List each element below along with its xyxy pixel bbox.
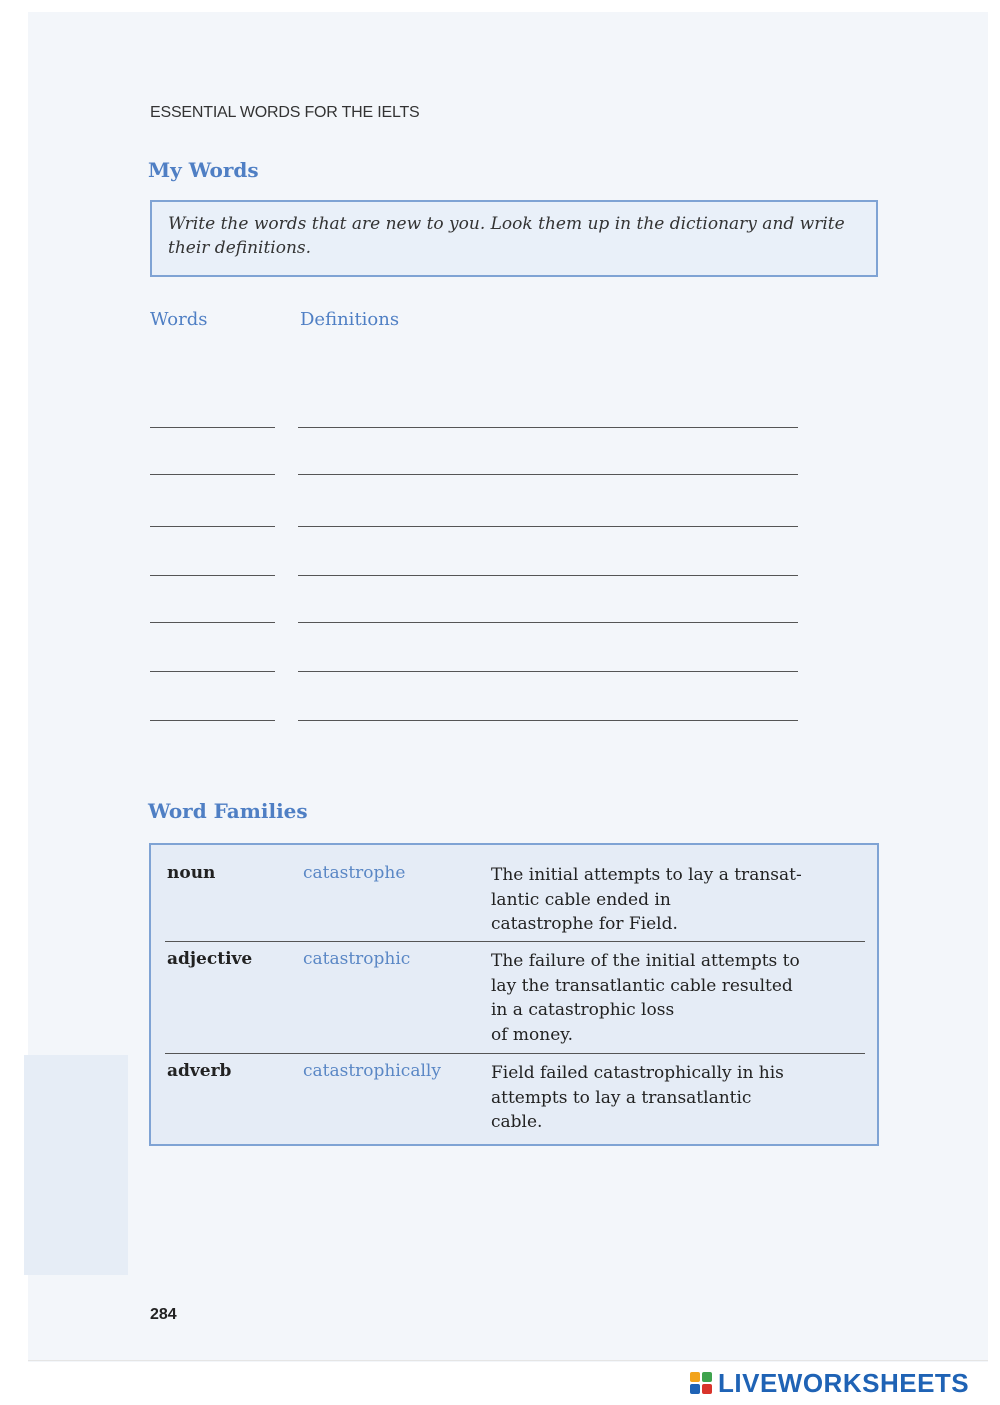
word-blank-line[interactable] — [150, 720, 275, 721]
definition-blank-line[interactable] — [298, 474, 798, 475]
part-of-speech: noun — [167, 863, 216, 883]
definition-blank-line[interactable] — [298, 526, 798, 527]
instruction-text: Write the words that are new to you. Look them up in the dictionary and write their definitions. — [168, 214, 845, 258]
words-column-header: Words — [150, 309, 208, 330]
side-tab — [24, 1055, 128, 1275]
example-sentence: Field failed catastrophically in his attempts to lay a transatlantic cable. — [491, 1063, 784, 1132]
liveworksheets-logo — [690, 1366, 969, 1400]
word-blank-line[interactable] — [150, 622, 275, 623]
definitions-column-header: Definitions — [300, 309, 400, 330]
running-head: ESSENTIAL WORDS FOR THE IELTS — [150, 104, 420, 121]
word-blank-line[interactable] — [150, 474, 275, 475]
part-of-speech: adjective — [167, 949, 253, 969]
row-divider — [165, 941, 865, 942]
definition-blank-line[interactable] — [298, 622, 798, 623]
word-blank-line[interactable] — [150, 427, 275, 428]
definition-blank-line[interactable] — [298, 720, 798, 721]
word-blank-line[interactable] — [150, 671, 275, 672]
family-word: catastrophically — [303, 1061, 441, 1081]
word-blank-line[interactable] — [150, 575, 275, 576]
family-word: catastrophe — [303, 863, 406, 883]
instruction-box — [150, 200, 878, 277]
row-divider — [165, 1053, 865, 1054]
part-of-speech: adverb — [167, 1061, 232, 1081]
brand-name: LIVEWORKSHEETS — [718, 1367, 970, 1398]
example-sentence: The initial attempts to lay a transat- lantic cable ended in catastrophe for Field. — [491, 865, 802, 934]
footer-divider — [28, 1360, 988, 1361]
definition-blank-line[interactable] — [298, 575, 798, 576]
word-families-title: Word Families — [148, 799, 308, 823]
my-words-title: My Words — [148, 158, 259, 182]
page-number: 284 — [150, 1306, 177, 1323]
definition-blank-line[interactable] — [298, 427, 798, 428]
example-sentence: The failure of the initial attempts to lay the transatlantic cable resulted in a catastrophic loss of money. — [491, 951, 800, 1045]
word-families-table — [149, 843, 879, 1146]
word-blank-line[interactable] — [150, 526, 275, 527]
definition-blank-line[interactable] — [298, 671, 798, 672]
family-word: catastrophic — [303, 949, 411, 969]
logo-grid-icon — [690, 1372, 712, 1394]
